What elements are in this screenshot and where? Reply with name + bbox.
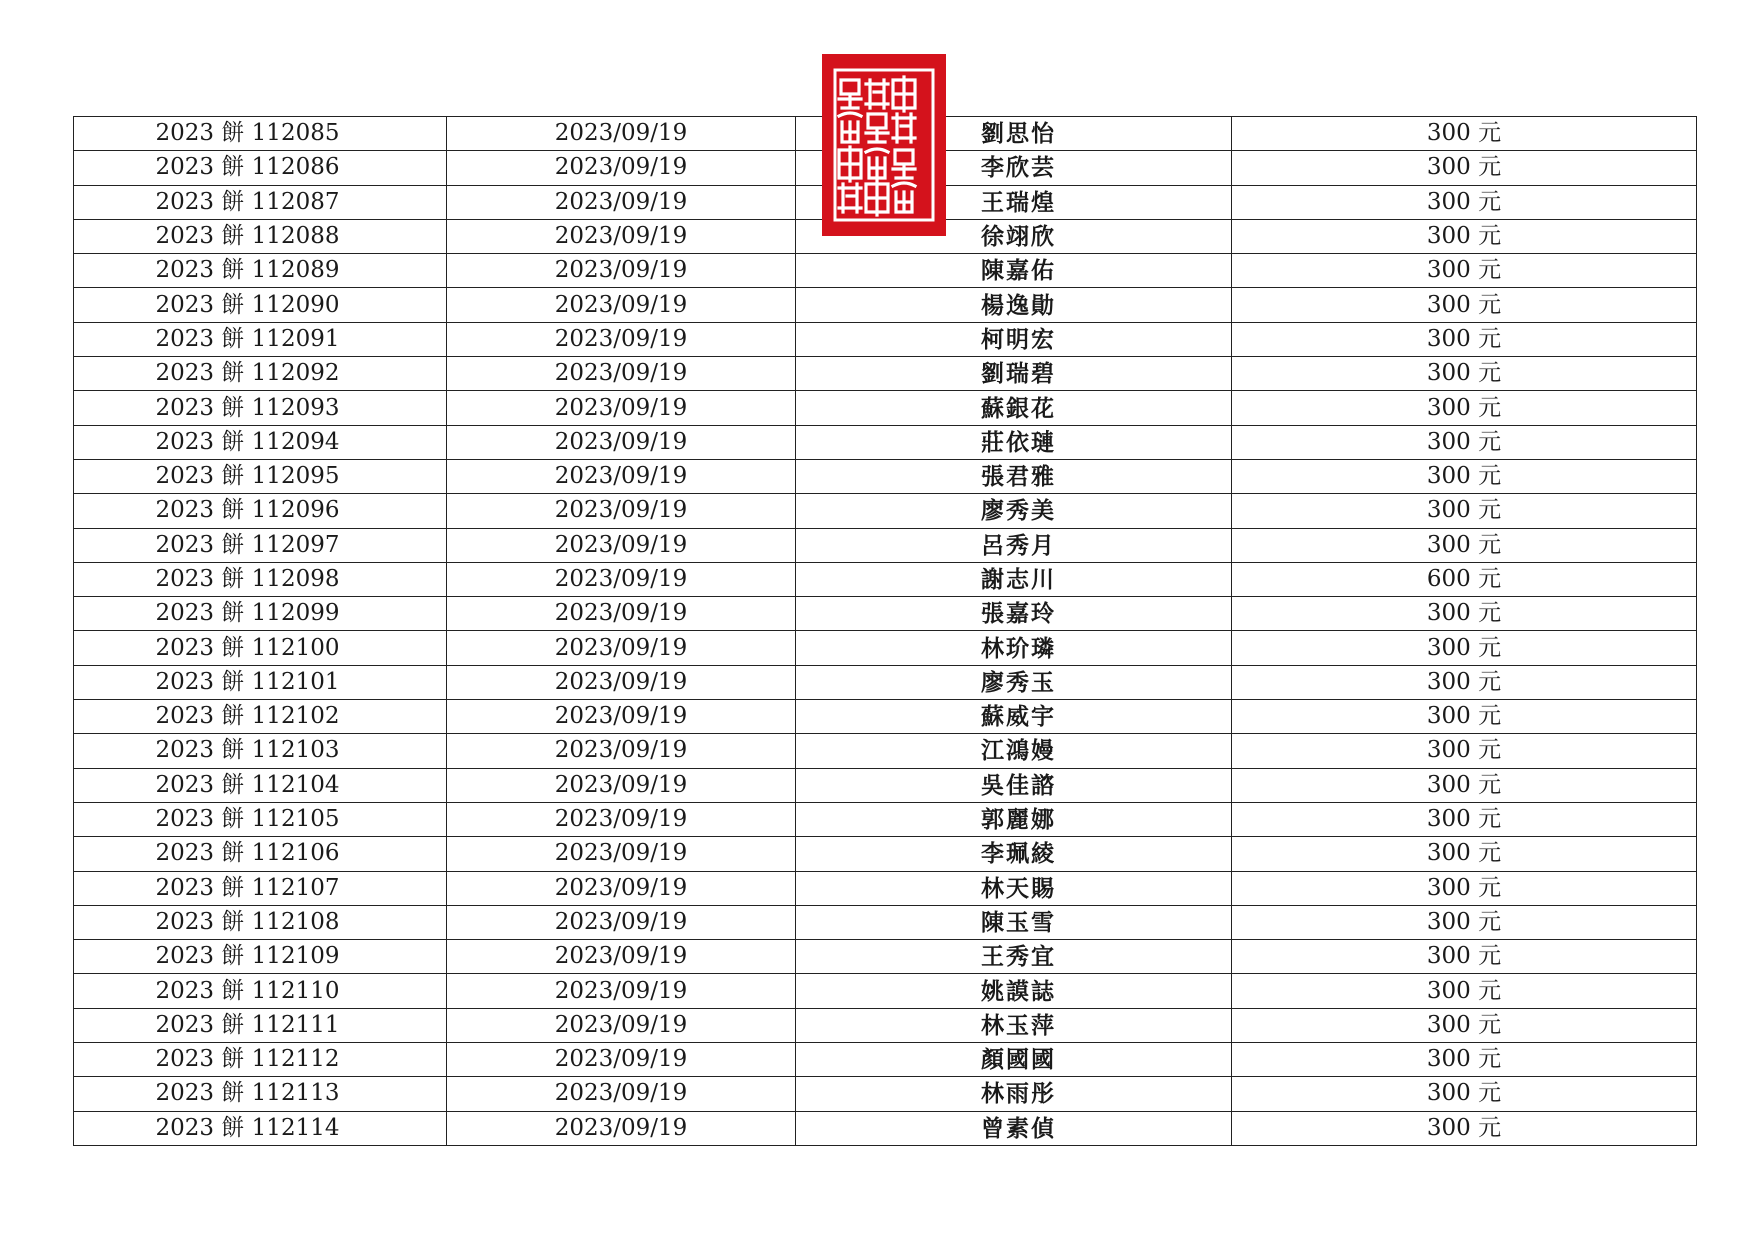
table-row <box>74 700 1697 734</box>
receipt-number-text: 2023 餅 112101 <box>155 668 340 695</box>
donor-name-text: 王秀宜 <box>981 943 1056 971</box>
receipt-number-cell <box>74 768 447 802</box>
table-row <box>74 905 1697 939</box>
receipt-number-cell <box>74 562 447 596</box>
amount-text: 300 元 <box>1426 497 1502 524</box>
date-text: 2023/09/19 <box>554 1114 688 1141</box>
donor-name-cell <box>796 1111 1232 1145</box>
date-cell <box>447 425 796 459</box>
receipt-number-text: 2023 餅 112110 <box>155 977 340 1004</box>
date-text: 2023/09/19 <box>554 634 688 661</box>
date-text: 2023/09/19 <box>554 120 688 147</box>
amount-cell <box>1232 1111 1697 1145</box>
donor-name-cell <box>796 1077 1232 1111</box>
table-row <box>74 631 1697 665</box>
date-text: 2023/09/19 <box>554 1080 688 1107</box>
donor-name-text: 林天賜 <box>981 874 1056 902</box>
amount-text: 300 元 <box>1426 977 1502 1004</box>
receipt-table-body <box>74 117 1697 1146</box>
amount-text: 300 元 <box>1426 771 1502 798</box>
receipt-number-text: 2023 餅 112113 <box>155 1080 340 1107</box>
date-text: 2023/09/19 <box>554 257 688 284</box>
amount-cell <box>1232 322 1697 356</box>
donor-name-text: 林玠璘 <box>981 634 1056 662</box>
receipt-number-text: 2023 餅 112096 <box>155 497 340 524</box>
receipt-number-cell <box>74 459 447 493</box>
amount-text: 300 元 <box>1426 634 1502 661</box>
amount-text: 300 元 <box>1426 703 1502 730</box>
date-cell <box>447 151 796 185</box>
donor-name-text: 呂秀月 <box>981 531 1056 559</box>
receipt-number-text: 2023 餅 112088 <box>155 223 340 250</box>
amount-cell <box>1232 288 1697 322</box>
amount-text: 600 元 <box>1426 566 1502 592</box>
receipt-number-cell <box>74 974 447 1008</box>
amount-cell <box>1232 357 1697 391</box>
donor-name-text: 徐翊欣 <box>981 223 1056 251</box>
receipt-number-cell <box>74 905 447 939</box>
amount-text: 300 元 <box>1426 600 1502 627</box>
date-text: 2023/09/19 <box>554 737 688 764</box>
date-cell <box>447 1043 796 1077</box>
amount-text: 300 元 <box>1426 840 1502 867</box>
table-row <box>74 1111 1697 1145</box>
receipt-number-cell <box>74 357 447 391</box>
amount-cell <box>1232 494 1697 528</box>
amount-text: 300 元 <box>1426 394 1502 421</box>
receipt-number-text: 2023 餅 112109 <box>155 943 340 970</box>
seal-stamp <box>822 54 946 236</box>
table-row <box>74 768 1697 802</box>
amount-text: 300 元 <box>1426 806 1502 833</box>
donor-name-cell <box>796 254 1232 288</box>
donor-name-text: 蘇銀花 <box>981 394 1056 422</box>
receipt-number-text: 2023 餅 112103 <box>155 737 340 764</box>
date-text: 2023/09/19 <box>554 394 688 421</box>
receipt-number-cell <box>74 391 447 425</box>
date-cell <box>447 322 796 356</box>
table-row <box>74 288 1697 322</box>
amount-cell <box>1232 1043 1697 1077</box>
receipt-table <box>73 116 1697 1146</box>
date-text: 2023/09/19 <box>554 325 688 352</box>
donor-name-text: 柯明宏 <box>981 325 1056 353</box>
date-text: 2023/09/19 <box>554 566 688 592</box>
receipt-number-text: 2023 餅 112114 <box>155 1114 340 1141</box>
receipt-number-cell <box>74 871 447 905</box>
receipt-number-cell <box>74 631 447 665</box>
receipt-number-cell <box>74 1077 447 1111</box>
date-cell <box>447 940 796 974</box>
donor-name-cell <box>796 288 1232 322</box>
amount-cell <box>1232 1008 1697 1042</box>
date-cell <box>447 528 796 562</box>
table-row <box>74 665 1697 699</box>
receipt-number-cell <box>74 1008 447 1042</box>
donor-name-text: 江鴻嫚 <box>981 737 1056 765</box>
date-text: 2023/09/19 <box>554 840 688 867</box>
table-row <box>74 459 1697 493</box>
amount-cell <box>1232 1077 1697 1111</box>
amount-cell <box>1232 391 1697 425</box>
date-cell <box>447 185 796 219</box>
table-row <box>74 357 1697 391</box>
date-text: 2023/09/19 <box>554 497 688 524</box>
donor-name-cell <box>796 768 1232 802</box>
date-cell <box>447 871 796 905</box>
donor-name-cell <box>796 837 1232 871</box>
donor-name-cell <box>796 871 1232 905</box>
date-text: 2023/09/19 <box>554 291 688 318</box>
receipt-number-text: 2023 餅 112087 <box>155 188 340 215</box>
amount-text: 300 元 <box>1426 463 1502 490</box>
receipt-number-text: 2023 餅 112106 <box>155 840 340 867</box>
donor-name-text: 蘇威宇 <box>981 703 1056 731</box>
donor-name-text: 楊逸勛 <box>981 291 1056 319</box>
table-row <box>74 494 1697 528</box>
date-text: 2023/09/19 <box>554 600 688 627</box>
amount-cell <box>1232 562 1697 596</box>
receipt-number-text: 2023 餅 112089 <box>155 257 340 284</box>
date-cell <box>447 391 796 425</box>
receipt-number-cell <box>74 494 447 528</box>
donor-name-text: 曾素偵 <box>981 1114 1056 1142</box>
amount-cell <box>1232 185 1697 219</box>
receipt-number-cell <box>74 322 447 356</box>
donor-name-cell <box>796 528 1232 562</box>
date-cell <box>447 768 796 802</box>
donor-name-text: 李欣芸 <box>981 154 1056 182</box>
amount-text: 300 元 <box>1426 943 1502 970</box>
date-cell <box>447 117 796 151</box>
amount-cell <box>1232 734 1697 768</box>
table-row <box>74 802 1697 836</box>
amount-text: 300 元 <box>1426 1114 1502 1141</box>
receipt-number-cell <box>74 734 447 768</box>
date-cell <box>447 734 796 768</box>
table-row <box>74 322 1697 356</box>
amount-cell <box>1232 219 1697 253</box>
donor-name-cell <box>796 974 1232 1008</box>
donor-name-cell <box>796 734 1232 768</box>
date-text: 2023/09/19 <box>554 703 688 730</box>
donor-name-cell <box>796 1043 1232 1077</box>
receipt-number-text: 2023 餅 112111 <box>155 1011 340 1038</box>
amount-cell <box>1232 700 1697 734</box>
date-text: 2023/09/19 <box>554 874 688 901</box>
receipt-number-text: 2023 餅 112099 <box>155 600 340 627</box>
receipt-number-text: 2023 餅 112085 <box>155 120 340 147</box>
date-text: 2023/09/19 <box>554 668 688 695</box>
receipt-number-text: 2023 餅 112100 <box>155 634 340 661</box>
receipt-number-text: 2023 餅 112091 <box>155 325 340 352</box>
donor-name-cell <box>796 322 1232 356</box>
receipt-number-text: 2023 餅 112102 <box>155 703 340 730</box>
date-text: 2023/09/19 <box>554 463 688 490</box>
date-cell <box>447 1111 796 1145</box>
donor-name-cell <box>796 597 1232 631</box>
donor-name-text: 林雨彤 <box>981 1080 1056 1108</box>
receipt-number-cell <box>74 288 447 322</box>
amount-text: 300 元 <box>1426 188 1502 215</box>
receipt-number-cell <box>74 837 447 871</box>
donor-name-cell <box>796 700 1232 734</box>
date-text: 2023/09/19 <box>554 428 688 455</box>
date-text: 2023/09/19 <box>554 908 688 935</box>
amount-cell <box>1232 151 1697 185</box>
table-row <box>74 562 1697 596</box>
amount-text: 300 元 <box>1426 874 1502 901</box>
donor-name-text: 李珮綾 <box>981 840 1056 868</box>
table-row <box>74 974 1697 1008</box>
receipt-number-text: 2023 餅 112092 <box>155 360 340 387</box>
amount-text: 300 元 <box>1426 428 1502 455</box>
table-row <box>74 1077 1697 1111</box>
donor-name-cell <box>796 802 1232 836</box>
donor-name-cell <box>796 665 1232 699</box>
donor-name-cell <box>796 357 1232 391</box>
date-cell <box>447 597 796 631</box>
receipt-number-cell <box>74 1111 447 1145</box>
amount-text: 300 元 <box>1426 531 1502 558</box>
amount-text: 300 元 <box>1426 908 1502 935</box>
date-text: 2023/09/19 <box>554 1046 688 1073</box>
receipt-number-cell <box>74 700 447 734</box>
donor-name-text: 劉思怡 <box>981 120 1056 148</box>
receipt-number-cell <box>74 425 447 459</box>
amount-text: 300 元 <box>1426 120 1502 147</box>
date-cell <box>447 357 796 391</box>
donor-name-text: 郭麗娜 <box>981 806 1056 834</box>
donor-name-text: 劉瑞碧 <box>981 360 1056 388</box>
donor-name-text: 莊依璉 <box>981 428 1056 456</box>
donor-name-cell <box>796 1008 1232 1042</box>
receipt-number-text: 2023 餅 112108 <box>155 908 340 935</box>
donor-name-cell <box>796 940 1232 974</box>
table-row <box>74 528 1697 562</box>
amount-cell <box>1232 597 1697 631</box>
date-text: 2023/09/19 <box>554 154 688 181</box>
date-cell <box>447 802 796 836</box>
date-cell <box>447 288 796 322</box>
receipt-number-cell <box>74 528 447 562</box>
amount-cell <box>1232 117 1697 151</box>
amount-text: 300 元 <box>1426 223 1502 250</box>
table-row <box>74 734 1697 768</box>
date-cell <box>447 974 796 1008</box>
donor-name-text: 顏國國 <box>981 1046 1056 1074</box>
amount-text: 300 元 <box>1426 668 1502 695</box>
amount-cell <box>1232 459 1697 493</box>
date-text: 2023/09/19 <box>554 360 688 387</box>
date-cell <box>447 631 796 665</box>
amount-cell <box>1232 974 1697 1008</box>
date-cell <box>447 254 796 288</box>
receipt-number-text: 2023 餅 112093 <box>155 394 340 421</box>
donor-name-cell <box>796 494 1232 528</box>
donor-name-text: 廖秀玉 <box>981 668 1056 696</box>
amount-cell <box>1232 254 1697 288</box>
date-cell <box>447 700 796 734</box>
receipt-number-cell <box>74 254 447 288</box>
amount-cell <box>1232 802 1697 836</box>
table-row <box>74 1043 1697 1077</box>
receipt-number-cell <box>74 802 447 836</box>
receipt-number-cell <box>74 665 447 699</box>
table-row <box>74 1008 1697 1042</box>
table-row <box>74 254 1697 288</box>
donor-name-text: 張君雅 <box>981 463 1056 491</box>
receipt-number-text: 2023 餅 112095 <box>155 463 340 490</box>
date-cell <box>447 459 796 493</box>
donor-name-text: 林玉萍 <box>981 1011 1056 1039</box>
donor-name-text: 吳佳諮 <box>981 771 1056 799</box>
receipt-number-cell <box>74 151 447 185</box>
date-text: 2023/09/19 <box>554 1011 688 1038</box>
date-cell <box>447 905 796 939</box>
amount-text: 300 元 <box>1426 737 1502 764</box>
receipt-number-cell <box>74 1043 447 1077</box>
receipt-number-cell <box>74 940 447 974</box>
date-cell <box>447 494 796 528</box>
date-text: 2023/09/19 <box>554 977 688 1004</box>
amount-text: 300 元 <box>1426 1046 1502 1073</box>
receipt-number-cell <box>74 117 447 151</box>
donor-name-text: 王瑞煌 <box>981 188 1056 216</box>
amount-text: 300 元 <box>1426 1080 1502 1107</box>
amount-text: 300 元 <box>1426 257 1502 284</box>
date-cell <box>447 665 796 699</box>
receipt-number-text: 2023 餅 112086 <box>155 154 340 181</box>
table-row <box>74 391 1697 425</box>
donor-name-text: 姚謨誌 <box>981 977 1056 1005</box>
amount-cell <box>1232 425 1697 459</box>
amount-cell <box>1232 768 1697 802</box>
receipt-number-text: 2023 餅 112090 <box>155 291 340 318</box>
date-text: 2023/09/19 <box>554 531 688 558</box>
amount-text: 300 元 <box>1426 360 1502 387</box>
donor-name-cell <box>796 425 1232 459</box>
donor-name-cell <box>796 562 1232 596</box>
donor-name-text: 謝志川 <box>981 566 1056 593</box>
donor-name-cell <box>796 631 1232 665</box>
amount-cell <box>1232 940 1697 974</box>
table-row <box>74 597 1697 631</box>
amount-cell <box>1232 905 1697 939</box>
amount-text: 300 元 <box>1426 1011 1502 1038</box>
amount-cell <box>1232 837 1697 871</box>
amount-cell <box>1232 871 1697 905</box>
amount-text: 300 元 <box>1426 325 1502 352</box>
table-row <box>74 425 1697 459</box>
receipt-number-text: 2023 餅 112094 <box>155 428 340 455</box>
table-row <box>74 940 1697 974</box>
donor-name-text: 廖秀美 <box>981 497 1056 525</box>
donor-name-cell <box>796 391 1232 425</box>
donor-name-cell <box>796 459 1232 493</box>
donor-name-text: 張嘉玲 <box>981 600 1056 628</box>
amount-cell <box>1232 665 1697 699</box>
donor-name-text: 陳嘉佑 <box>981 257 1056 285</box>
table-row <box>74 837 1697 871</box>
amount-text: 300 元 <box>1426 291 1502 318</box>
table-row <box>74 871 1697 905</box>
date-text: 2023/09/19 <box>554 188 688 215</box>
receipt-number-text: 2023 餅 112098 <box>155 566 340 592</box>
date-text: 2023/09/19 <box>554 771 688 798</box>
receipt-number-cell <box>74 185 447 219</box>
date-cell <box>447 219 796 253</box>
receipt-number-text: 2023 餅 112107 <box>155 874 340 901</box>
date-cell <box>447 1077 796 1111</box>
date-text: 2023/09/19 <box>554 806 688 833</box>
date-text: 2023/09/19 <box>554 943 688 970</box>
donor-name-cell <box>796 905 1232 939</box>
receipt-number-cell <box>74 597 447 631</box>
amount-cell <box>1232 528 1697 562</box>
receipt-number-text: 2023 餅 112112 <box>155 1046 340 1073</box>
receipt-number-text: 2023 餅 112105 <box>155 806 340 833</box>
amount-text: 300 元 <box>1426 154 1502 181</box>
date-text: 2023/09/19 <box>554 223 688 250</box>
date-cell <box>447 562 796 596</box>
receipt-number-text: 2023 餅 112097 <box>155 531 340 558</box>
receipt-number-cell <box>74 219 447 253</box>
date-cell <box>447 837 796 871</box>
date-cell <box>447 1008 796 1042</box>
donor-name-text: 陳玉雪 <box>981 908 1056 936</box>
receipt-number-text: 2023 餅 112104 <box>155 771 340 798</box>
amount-cell <box>1232 631 1697 665</box>
